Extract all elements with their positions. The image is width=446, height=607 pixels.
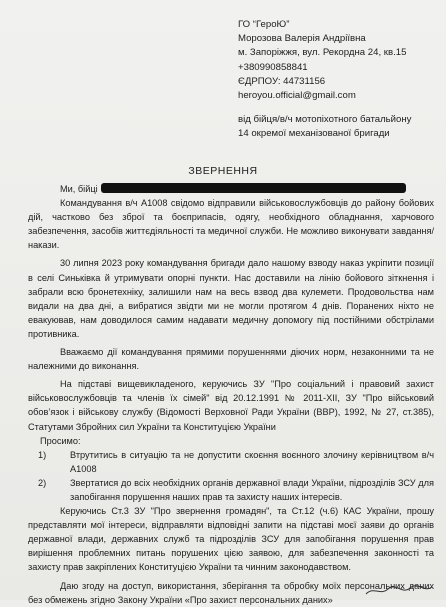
list-text: Звертатися до всіх необхідних органів державної влади України, підрозділів ЗСУ для запобігання порушення наших прав та захисту наших інтересів. [70,477,434,502]
intro-text: Ми, бійці [60,184,98,194]
paragraph-5: Керуючись Ст.3 ЗУ "Про звернення громадян", та Ст.12 (ч.6) КАС України, прошу представляти мої інтереси, відправляти відповідні запити на підставі моєї заяви до органів державної влади, державних служб та підрозділів ЗСУ для запобігання порушення прав вирішення проблемних питань порушених цією заявою, для забезпечення законності та захисту прав закріплених Конституцією України та чинним законодавством. [28,506,434,573]
paragraph-6: Даю згоду на доступ, використання, зберігання та обробку моїх персональних даних без обмежень згідно Закону України «Про захист персональних даних» [28,580,434,605]
recipient-block [238,113,443,141]
recipient-line-2: 14 окремої механізованої бригади [238,128,390,140]
sender-name: Морозова Валерія Андріївна [238,33,366,45]
paragraph-4: На підставі вищевикладеного, керуючись ЗУ "Про соціальний і правовий захист військовослужбовців та членів їх сімей" від 20.12.1991 № 2011-XII, ЗУ "Про військовий обов’язок і військову службу (Відомості Верховної Ради України (ВВР), 1992, № 27, ст.385), Статутами Збройних сил України та Конституцією України [28,379,434,432]
paragraph-1: Командування в/ч А1008 свідомо відправили військовослужбовців до району бойових дій, частково без зброї та боєприпасів, одягу, необхідного обладнання, харчового забезпечення, засобів життєдіяльності та медичної служби. Не можливо виконувати завдання/накази. [28,198,434,251]
sender-phone: +380990858841 [238,61,308,73]
list-item [28,476,434,504]
list-item [28,448,434,476]
recipient-line-1: від бійця/в/ч мотопіхотного батальйону [238,114,412,125]
redaction-bar [101,183,406,193]
sender-email: heroyou.official@gmail.com [238,90,356,102]
sender-address: м. Запоріжжя, вул. Рекордна 24, кв.15 [238,47,407,59]
document-body [28,182,434,607]
sender-edrpou: ЄДРПОУ: 44731156 [238,75,326,87]
list-text: Втрутитись в ситуацію та не допустити скоєння воєнного злочину керівництвом в/ч А1008 [70,449,434,474]
paragraph-2: 30 липня 2023 року командування бригади дало нашому взводу наказ укріпити позиції в селі Синьківка й утримувати опорні пункти. Нас доставили на лінію бойового зіткнення і забрали всю бронетехніку, залишили нам на весь взвод два кулемети. Продовольства нам видали на два дні, а вибратися звідти ми не могли протягом 4 днів. Поранених ніхто не евакуював, нам доводилося самим надавати медичну допомогу під постійними обстрілами противника. [28,258,434,339]
list-number: 1) [38,449,47,460]
paragraph-3: Вважаємо дії командування прямими порушеннями діючих норм, незаконними та не належними до виконання. [28,347,434,372]
sender-block [238,18,443,103]
document-title: ЗВЕРНЕННЯ [188,165,258,177]
sender-org: ГО “ГероЮ” [238,19,290,30]
intro-line [28,182,434,196]
request-label: Просимо: [40,435,81,446]
list-number: 2) [38,477,47,488]
signature-mark [364,584,434,598]
